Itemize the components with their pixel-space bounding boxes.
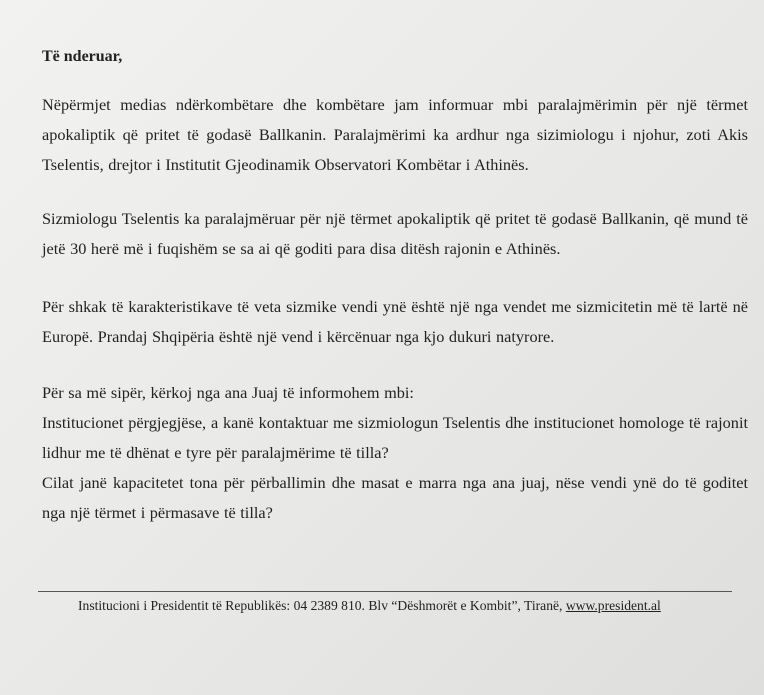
letter-greeting: Të nderuar, [42, 48, 123, 65]
paragraph-seismic-risk: Për shkak të karakteristikave të veta sizmike vendi ynë është një nga vendet me sizmicitetin më të lartë në Europë. Prandaj Shqipëria është një vend i kërcënuar nga kjo dukuri natyrore. [42, 297, 748, 346]
footer-divider [38, 591, 732, 592]
request-intro: Për sa më sipër, kërkoj nga ana Juaj të informohem mbi: [42, 383, 414, 402]
paragraph-warning-source: Nëpërmjet medias ndërkombëtare dhe kombëtare jam informuar mbi paralajmërimin për një tërmet apokaliptik që pritet të godasë Ballkanin. Paralajmërimi ka ardhur nga sizimiologu i njohur, zoti Akis Tselentis, drejtor i Institutit Gjeodinamik Observatori Kombëtar i Athinës. [42, 95, 748, 174]
letterhead-footer [78, 598, 661, 614]
footer-address: Institucioni i Presidentit të Republikës: 04 2389 810. Blv “Dëshmorët e Kombit”, Tiranë, [78, 598, 566, 613]
question-capacities: Cilat janë kapacitetet tona për përballimin dhe masat e marra nga ana juaj, nëse vendi ynë do të goditet nga një tërmet i përmasave të tilla? [42, 473, 748, 522]
paragraph-request [42, 378, 748, 528]
footer-website-link[interactable]: www.president.al [565, 598, 661, 613]
paragraph-warning-detail: Sizmiologu Tselentis ka paralajmëruar për një tërmet apokaliptik që pritet të godasë Ballkanin, që mund të jetë 30 herë më i fuqishëm se sa ai që goditi para disa ditësh rajonin e Athinës. [42, 209, 748, 258]
question-institutions: Institucionet përgjegjëse, a kanë kontaktuar me sizmiologun Tselentis dhe institucionet homologe të rajonit lidhur me të dhënat e tyre për paralajmërime të tilla? [42, 413, 748, 462]
